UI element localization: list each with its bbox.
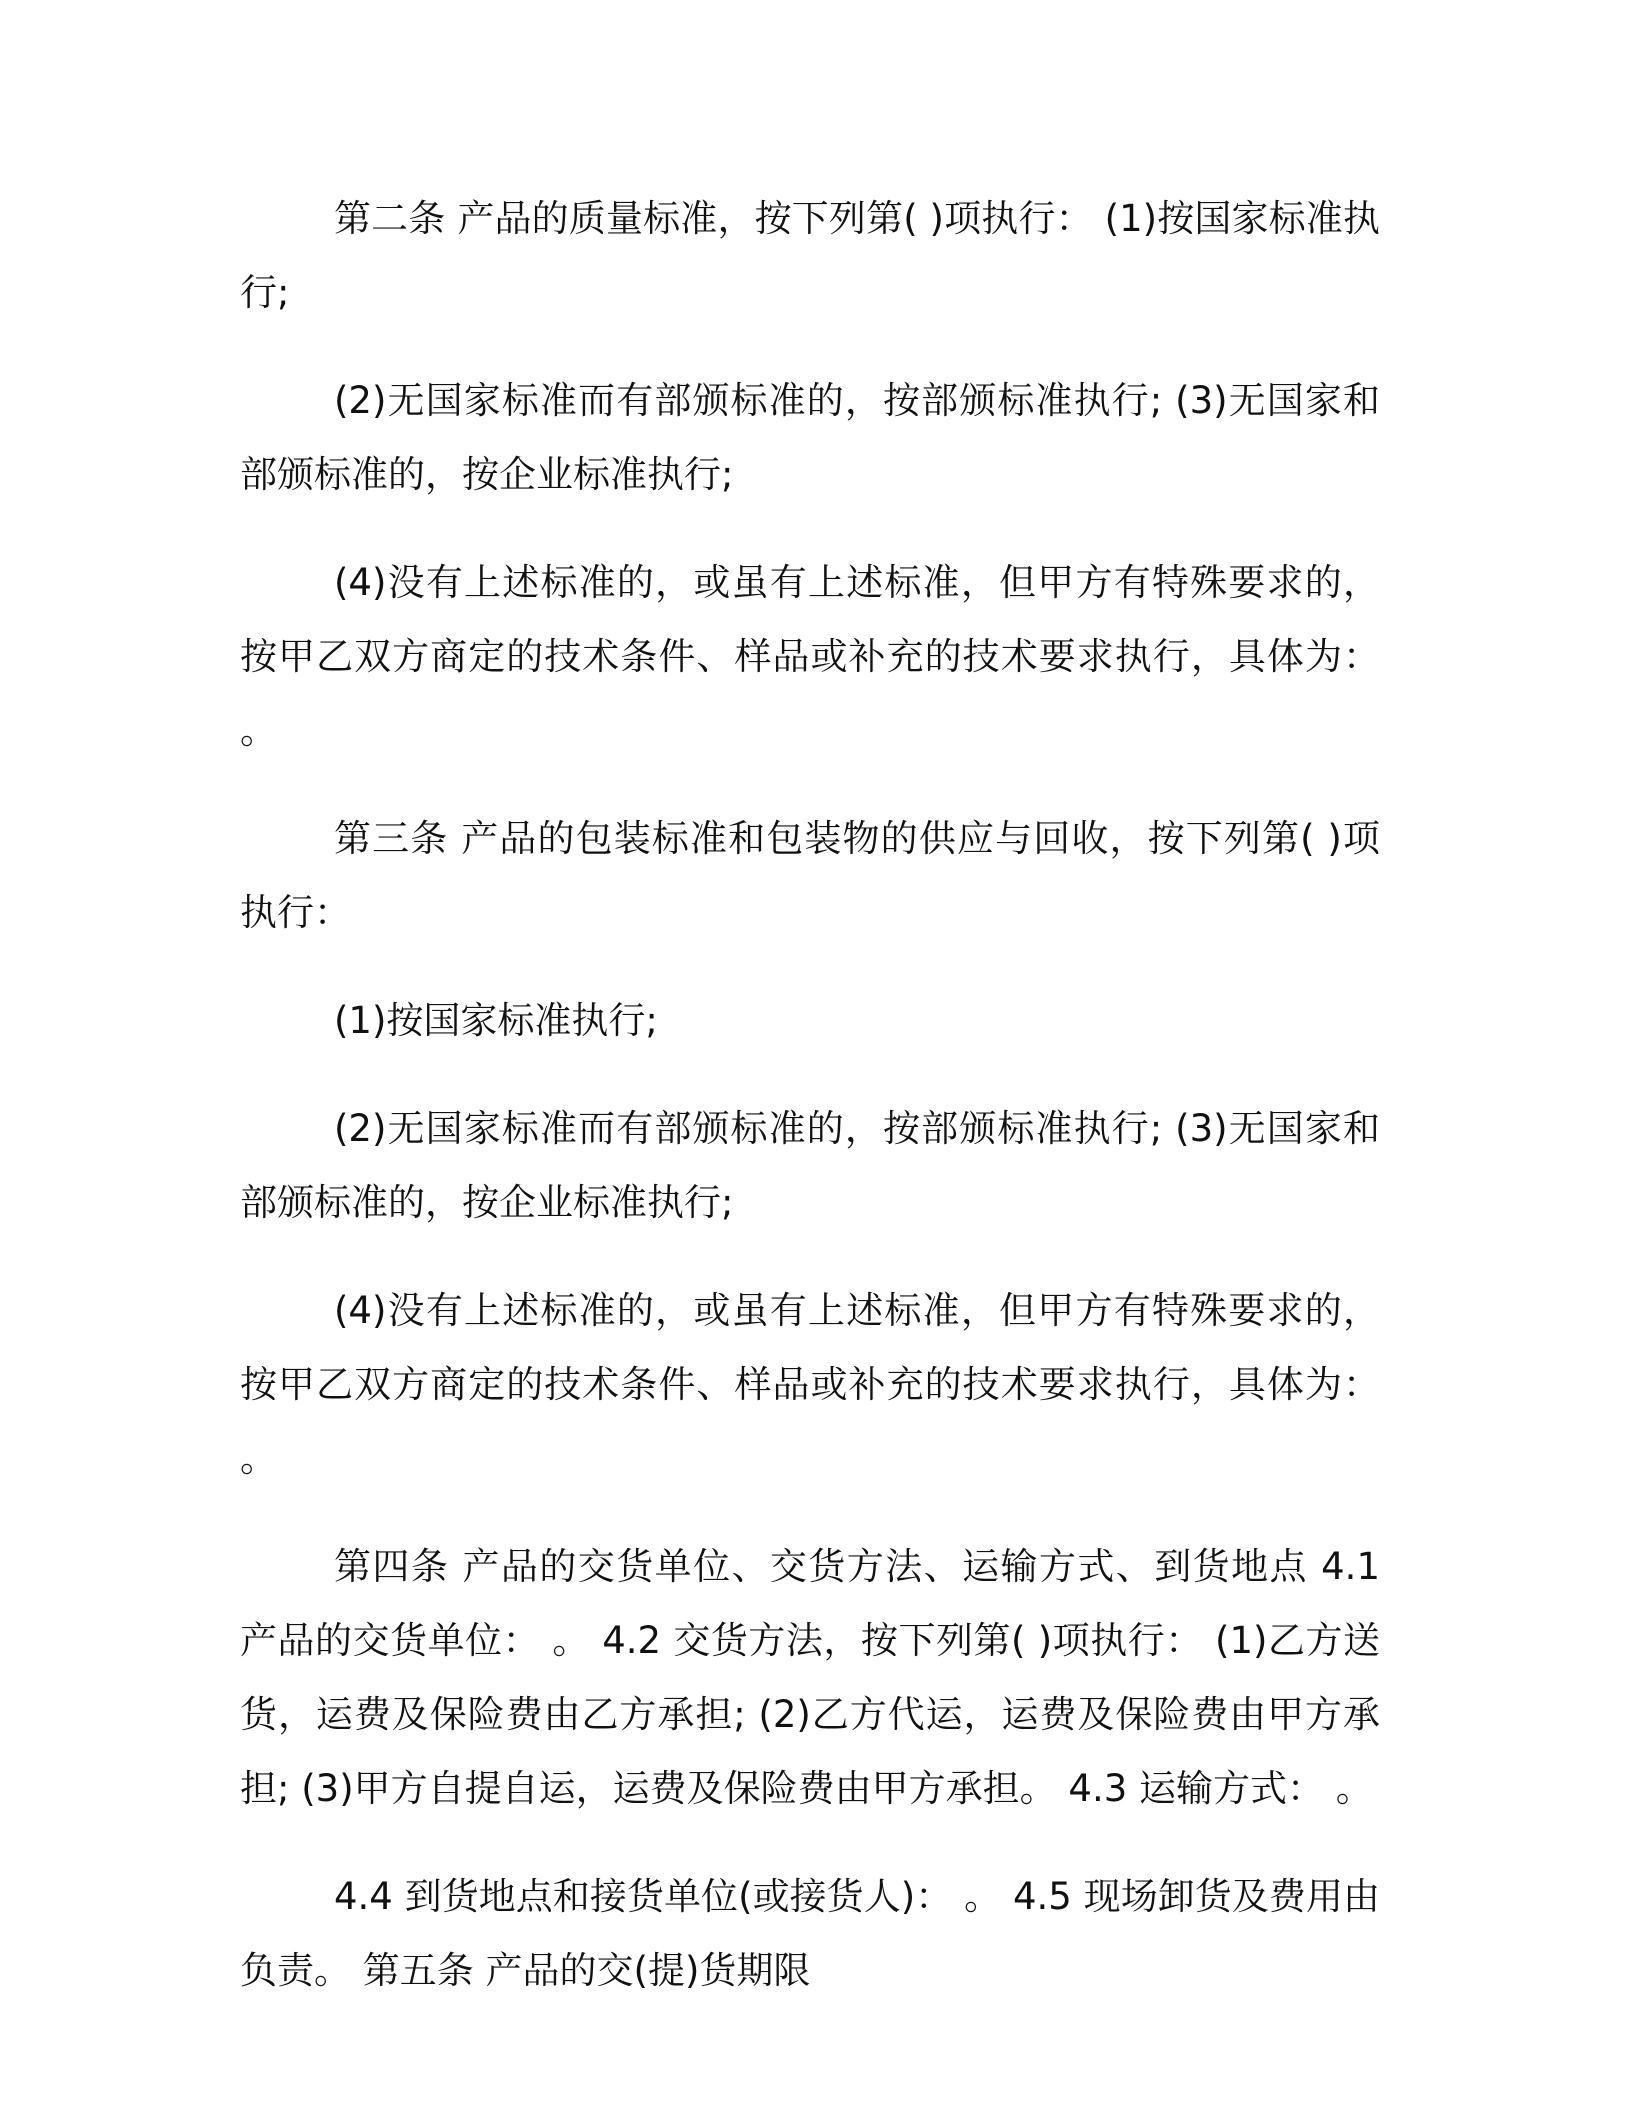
paragraph-packaging-option-4: (4)没有上述标准的，或虽有上述标准，但甲方有特殊要求的，按甲乙双方商定的技术条件、样品或补充的技术要求执行，具体为： 。 <box>240 1289 1380 1480</box>
paragraph-quality-option-2-3: (2)无国家标准而有部颁标准的，按部颁标准执行; (3)无国家和部颁标准的，按企业标准执行; <box>240 379 1380 496</box>
paragraph-quality-option-4: (4)没有上述标准的，或虽有上述标准，但甲方有特殊要求的，按甲乙双方商定的技术条件、样品或补充的技术要求执行，具体为： 。 <box>240 561 1380 752</box>
paragraph-article-2-quality-standard: 第二条 产品的质量标准，按下列第( )项执行： (1)按国家标准执行; <box>240 197 1380 314</box>
document-body <box>240 182 1380 2042</box>
paragraph-delivery-location-and-article-5: 4.4 到货地点和接货单位(或接货人)： 。 4.5 现场卸货及费用由 负责。 第五条 产品的交(提)货期限 <box>240 1875 1380 1992</box>
paragraph-packaging-option-1: (1)按国家标准执行; <box>334 999 658 1042</box>
paragraph-packaging-option-2-3: (2)无国家标准而有部颁标准的，按部颁标准执行; (3)无国家和部颁标准的，按企业标准执行; <box>240 1107 1380 1224</box>
paragraph-article-4-delivery: 第四条 产品的交货单位、交货方法、运输方式、到货地点 4.1 产品的交货单位： 。 4.2 交货方法，按下列第( )项执行： (1)乙方送货，运费及保险费由乙方承担; (2)乙方代运，运费及保险费由甲方承担; (3)甲方自提自运，运费及保险费由甲方承担。 4.3 运输方式： 。 <box>240 1545 1380 1810</box>
paragraph-article-3-packaging: 第三条 产品的包装标准和包装物的供应与回收，按下列第( )项执行： <box>240 817 1380 934</box>
